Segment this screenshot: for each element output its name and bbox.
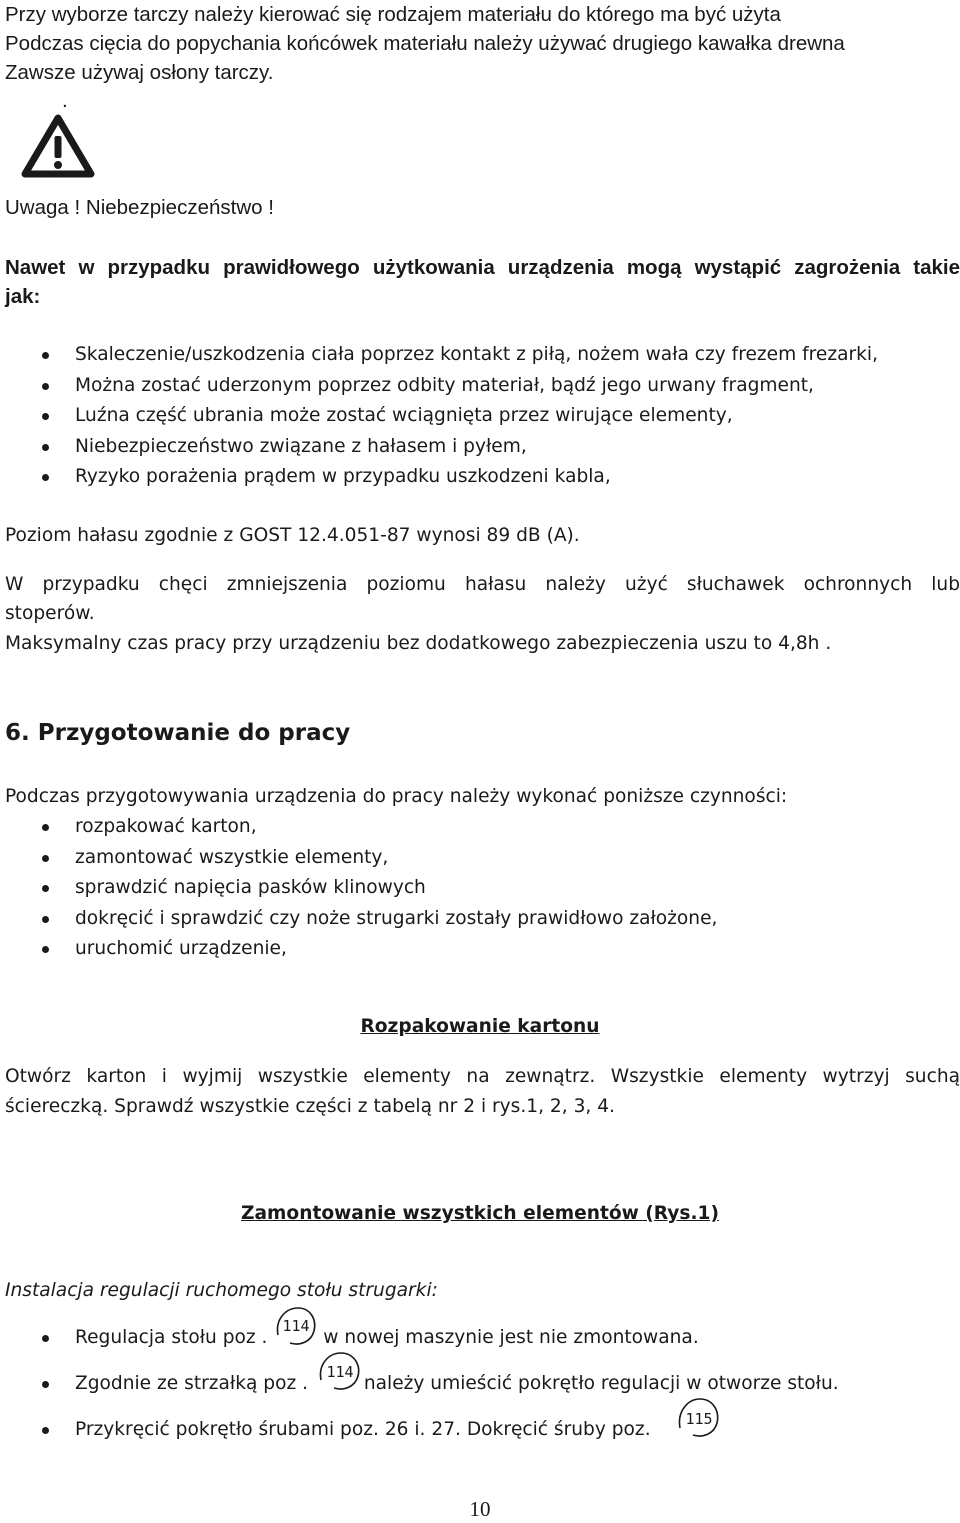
list-item: Można zostać uderzonym poprzez odbity materiał, bądź jego urwany fragment, bbox=[0, 371, 878, 402]
section-intro: Podczas przygotowywania urządzenia do pracy należy wykonać poniższe czynności: bbox=[5, 786, 788, 807]
warning-heading: Uwaga ! Niebezpieczeństwo ! bbox=[5, 196, 274, 219]
assembly-subtitle: Instalacja regulacji ruchomego stołu strugarki: bbox=[5, 1280, 438, 1301]
warning-triangle-icon bbox=[20, 112, 96, 185]
list-item: zamontować wszystkie elementy, bbox=[0, 843, 717, 874]
noise-advice-line-1: W przypadku chęci zmniejszenia poziomu hałasu należy użyć słuchawek ochronnych lub bbox=[5, 574, 960, 595]
item-text: Zgodnie ze strzałką poz . bbox=[75, 1373, 314, 1394]
intro-dot: . bbox=[62, 89, 68, 112]
unpacking-line-2: ściereczką. Sprawdź wszystkie części z tabelą nr 2 i rys.1, 2, 3, 4. bbox=[5, 1096, 615, 1117]
position-ref-badge bbox=[274, 1305, 318, 1352]
page-number: 10 bbox=[469, 1497, 491, 1521]
unpacking-line-1: Otwórz karton i wyjmij wszystkie elementy na zewnątrz. Wszystkie elementy wytrzyj suchą bbox=[5, 1066, 960, 1087]
item-text: Regulacja stołu poz . bbox=[75, 1327, 274, 1348]
svg-text:114: 114 bbox=[282, 1317, 310, 1335]
list-item: uruchomić urządzenie, bbox=[0, 934, 717, 965]
list-item: Luźna część ubrania może zostać wciągnięta przez wirujące elementy, bbox=[0, 401, 878, 432]
step-list bbox=[0, 812, 717, 965]
unpacking-title: Rozpakowanie kartonu bbox=[360, 1016, 600, 1037]
position-ref-badge bbox=[317, 1350, 363, 1397]
intro-line-2: Podczas cięcia do popychania końcówek materiału należy używać drugiego kawałka drewna bbox=[5, 32, 845, 55]
warning-lead-line-2: jak: bbox=[5, 285, 41, 308]
intro-line-3: Zawsze używaj osłony tarczy. bbox=[5, 61, 274, 84]
position-ref-badge bbox=[676, 1396, 722, 1445]
list-item: Skaleczenie/uszkodzenia ciała poprzez kontakt z piłą, nożem wała czy frezem frezarki, bbox=[0, 340, 878, 371]
item-text: Przykręcić pokrętło śrubami poz. 26 i. 27. Dokręcić śruby poz. bbox=[75, 1419, 651, 1440]
list-item: dokręcić i sprawdzić czy noże strugarki zostały prawidłowo założone, bbox=[0, 904, 717, 935]
list-item: Ryzyko porażenia prądem w przypadku uszkodzeni kabla, bbox=[0, 462, 878, 493]
noise-advice-line-2: stoperów. bbox=[5, 603, 95, 624]
list-item: Niebezpieczeństwo związane z hałasem i pyłem, bbox=[0, 432, 878, 463]
assembly-title: Zamontowanie wszystkich elementów (Rys.1) bbox=[241, 1203, 719, 1224]
section-title: 6. Przygotowanie do pracy bbox=[5, 720, 351, 746]
intro-line-1: Przy wyborze tarczy należy kierować się rodzajem materiału do którego ma być użyta bbox=[5, 3, 781, 26]
list-item: sprawdzić napięcia pasków klinowych bbox=[0, 873, 717, 904]
item-text: w nowej maszynie jest nie zmontowana. bbox=[317, 1327, 699, 1348]
svg-text:114: 114 bbox=[326, 1363, 354, 1381]
item-text: należy umieścić pokrętło regulacji w otworze stołu. bbox=[357, 1373, 839, 1394]
hazard-list bbox=[0, 340, 878, 493]
noise-max-time: Maksymalny czas pracy przy urządzeniu bez dodatkowego zabezpieczenia uszu to 4,8h . bbox=[5, 633, 832, 654]
noise-level: Poziom hałasu zgodnie z GOST 12.4.051-87 wynosi 89 dB (A). bbox=[5, 525, 580, 546]
list-item bbox=[0, 1315, 839, 1361]
warning-lead-line-1: Nawet w przypadku prawidłowego użytkowania urządzenia mogą wystąpić zagrożenia takie bbox=[5, 256, 960, 279]
svg-text:115: 115 bbox=[685, 1410, 713, 1428]
list-item: rozpakować karton, bbox=[0, 812, 717, 843]
